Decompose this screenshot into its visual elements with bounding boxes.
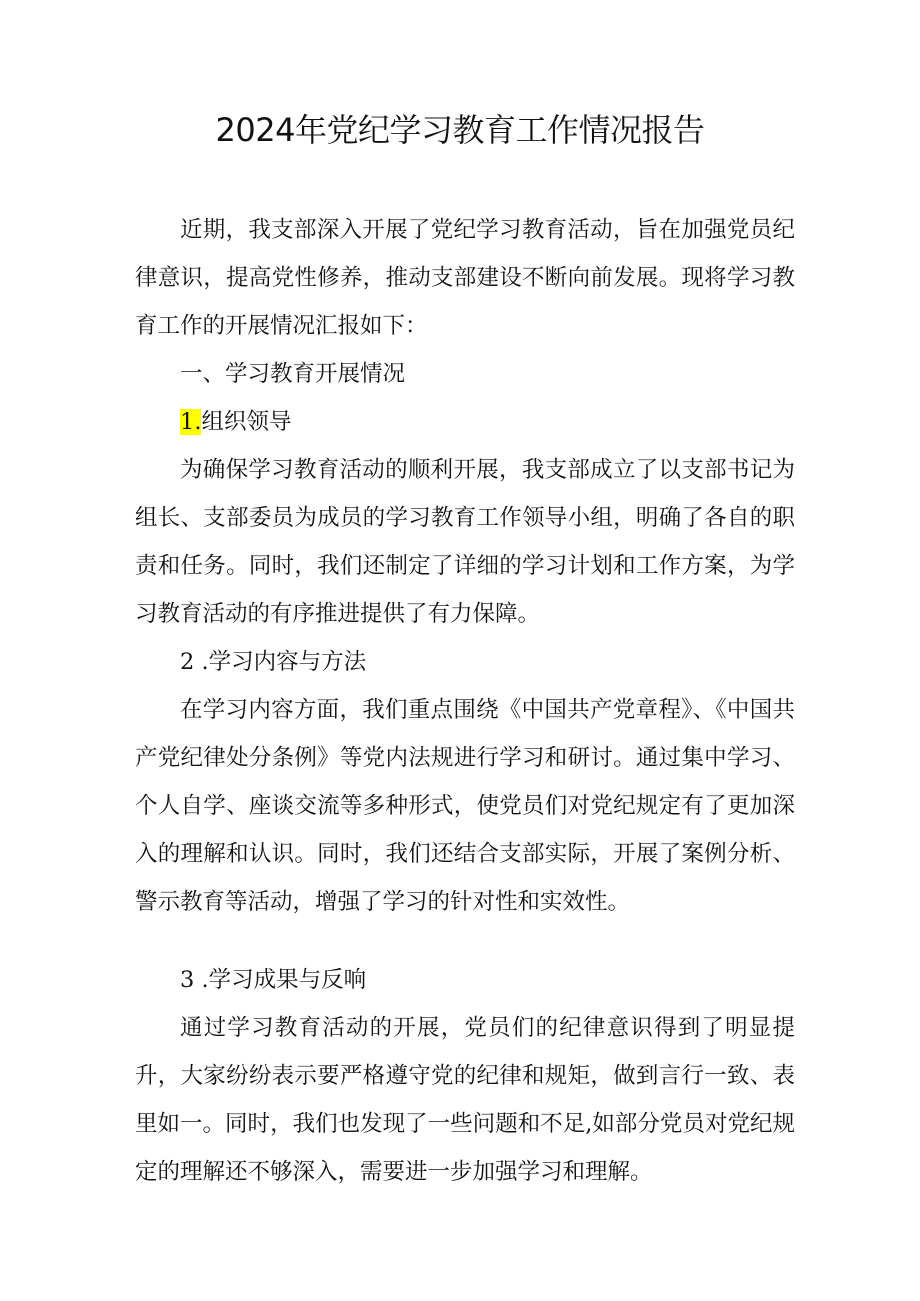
item-2-heading: 2 .学习内容与方法 <box>180 649 367 675</box>
intro-paragraph: 近期，我支部深入开展了党纪学习教育活动，旨在加强党员纪律意识，提高党性修养，推动支部建设不断向前发展。现将学习教育工作的开展情况汇报如下： <box>135 217 795 339</box>
item-1-heading <box>135 398 795 446</box>
section-1-heading: 一、学习教育开展情况 <box>180 361 406 387</box>
document-body <box>135 206 795 1196</box>
item-3-heading: 3 .学习成果与反响 <box>180 967 367 993</box>
item-3-paragraph: 通过学习教育活动的开展，党员们的纪律意识得到了明显提升，大家纷纷表示要严格遵守党的纪律和规矩，做到言行一致、表里如一。同时，我们也发现了一些问题和不足,如部分党员对党纪规定的理解还不够深入，需要进一步加强学习和理解。 <box>135 1015 795 1185</box>
section-gap <box>135 926 795 956</box>
item-1-number-highlight: 1. <box>180 409 202 435</box>
item-1-paragraph: 为确保学习教育活动的顺利开展，我支部成立了以支部书记为组长、支部委员为成员的学习教育工作领导小组，明确了各自的职责和任务。同时，我们还制定了详细的学习计划和工作方案，为学习教育活动的有序推进提供了有力保障。 <box>135 457 795 627</box>
item-1-title: 组织领导 <box>201 409 292 435</box>
item-2-paragraph: 在学习内容方面，我们重点围绕《中国共产党章程》、《中国共产党纪律处分条例》等党内法规进行学习和研讨。通过集中学习、个人自学、座谈交流等多种形式，使党员们对党纪规定有了更加深入的理解和认识。同时，我们还结合支部实际，开展了案例分析、警示教育等活动，增强了学习的针对性和实效性。 <box>135 697 795 915</box>
document-title: 2024年党纪学习教育工作情况报告 <box>215 111 705 149</box>
